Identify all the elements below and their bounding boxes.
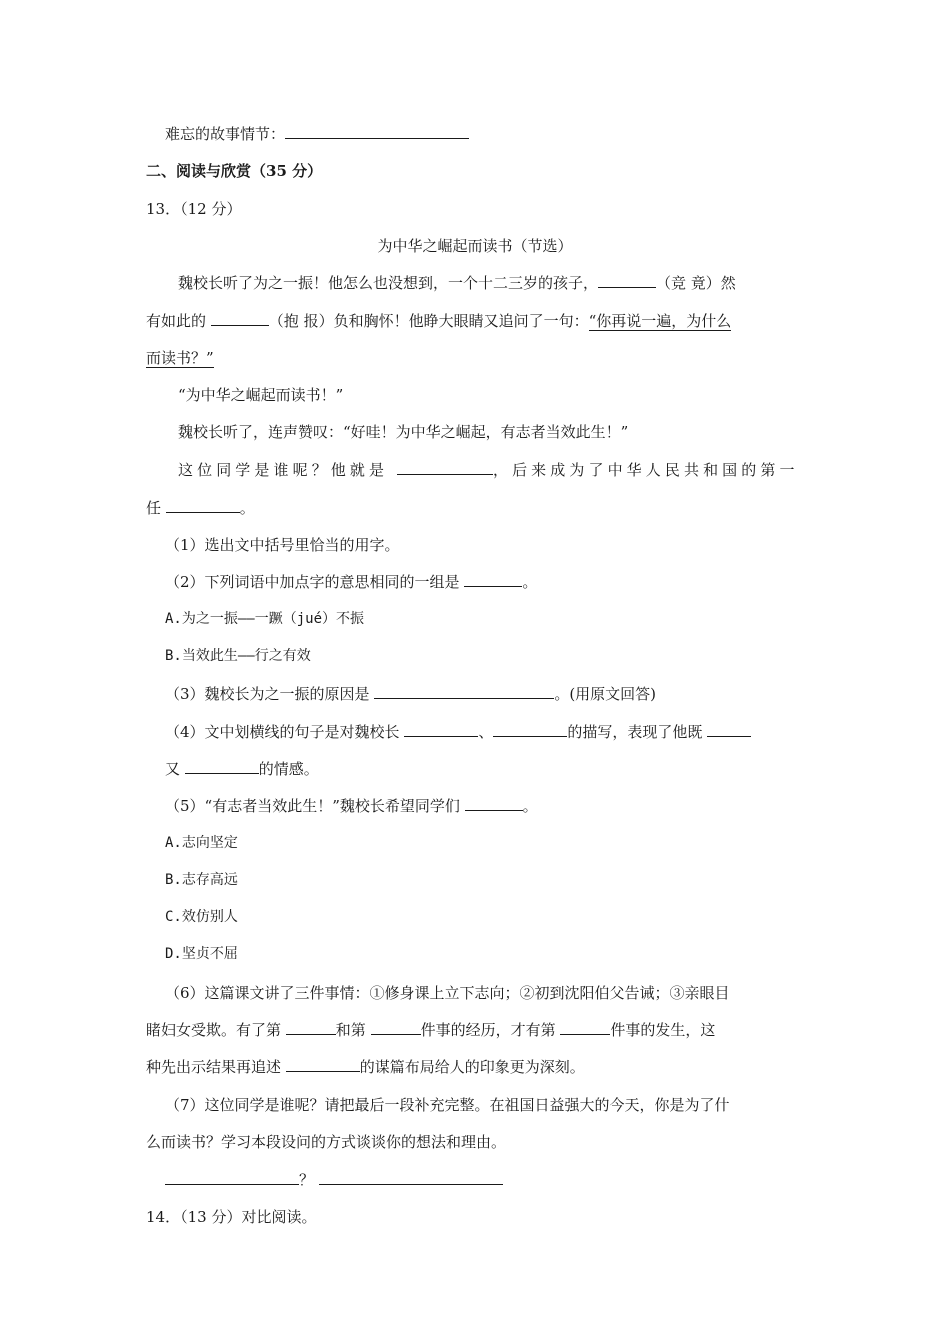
passage-paragraph-1-line-3	[146, 348, 214, 368]
sub-question-7-line-2: 么而读书？学习本段设问的方式谈谈你的想法和理由。	[146, 1133, 507, 1151]
sub-question-5-option-a: A.志向坚定	[165, 835, 238, 851]
sub-question-6-line-3: 种先出示结果再追述 的谋篇布局给人的印象更为深刻。	[146, 1058, 585, 1076]
answer-blank[interactable]	[185, 759, 259, 774]
answer-blank[interactable]	[707, 722, 751, 737]
sub-question-6-line-2: 睹妇女受欺。有了第 和第 件事的经历，才有第 件事的发生，这	[146, 1021, 716, 1039]
passage-paragraph-3: 魏校长听了，连声赞叹：“好哇！为中华之崛起，有志者当效此生！”	[178, 423, 629, 441]
sub-question-7-answer-line: ？	[165, 1170, 503, 1190]
intro-line	[165, 124, 469, 144]
answer-blank[interactable]	[319, 1170, 503, 1185]
passage-paragraph-1-line-1: 魏校长听了为之一振！他怎么也没想到，一个十二三岁的孩子， （竞 竟）然	[178, 274, 736, 292]
passage-paragraph-2: “为中华之崛起而读书！”	[178, 386, 344, 404]
underlined-sentence: “你再说一遍，为什么	[588, 312, 732, 330]
answer-blank[interactable]	[371, 1020, 421, 1035]
sub-question-1: （1）选出文中括号里恰当的用字。	[165, 536, 400, 554]
sub-question-5: （5）“有志者当效此生！”魏校长希望同学们 。	[165, 797, 538, 815]
answer-blank[interactable]	[165, 1170, 299, 1185]
underlined-sentence: 而读书？”	[146, 349, 214, 367]
sub-question-4-line-2: 又 的情感。	[165, 760, 319, 778]
intro-line-label: 难忘的故事情节：	[165, 125, 286, 143]
sub-question-3: （3）魏校长为之一振的原因是 。(用原文回答)	[165, 685, 657, 703]
answer-blank[interactable]	[560, 1020, 610, 1035]
sub-question-7-line-1: （7）这位同学是谁呢？请把最后一段补充完整。在祖国日益强大的今天，你是为了什	[165, 1096, 730, 1114]
passage-paragraph-4-line-2: 任 。	[146, 499, 255, 517]
section-heading: 二、阅读与欣赏（35 分）	[146, 162, 323, 180]
sub-question-4-line-1: （4）文中划横线的句子是对魏校长 、 的描写，表现了他既	[165, 722, 751, 742]
sub-question-5-option-b: B.志存高远	[165, 872, 238, 888]
sub-question-5-option-c: C.效仿别人	[165, 909, 238, 925]
sub-question-2: （2）下列词语中加点字的意思相同的一组是 。	[165, 573, 538, 591]
passage-paragraph-1-line-2: 有如此的 （抱 报）负和胸怀！他睁大眼睛又追问了一句：“你再说一遍，为什么	[146, 312, 732, 330]
answer-blank[interactable]	[404, 722, 478, 737]
answer-blank[interactable]	[285, 124, 469, 139]
passage-paragraph-4-line-1: 这位同学是谁呢？他就是 ，后来成为了中华人民共和国的第一	[178, 461, 799, 479]
answer-blank[interactable]	[374, 684, 554, 699]
answer-blank[interactable]	[286, 1057, 360, 1072]
answer-blank[interactable]	[493, 722, 567, 737]
passage-title: 为中华之崛起而读书（节选）	[377, 237, 573, 255]
question-14-header: 14．（13 分）对比阅读。	[146, 1208, 317, 1226]
sub-question-6-line-1: （6）这篇课文讲了三件事情：①修身课上立下志向；②初到沈阳伯父告诫；③亲眼目	[165, 984, 730, 1002]
answer-blank[interactable]	[211, 311, 269, 326]
sub-question-2-option-a: A.为之一振——一蹶（jué）不振	[165, 611, 365, 627]
answer-blank[interactable]	[598, 273, 656, 288]
answer-blank[interactable]	[166, 498, 240, 513]
answer-blank[interactable]	[286, 1020, 336, 1035]
question-13-header: 13．（12 分）	[146, 200, 242, 218]
answer-blank[interactable]	[464, 572, 522, 587]
answer-blank[interactable]	[397, 460, 493, 475]
sub-question-2-option-b: B.当效此生——行之有效	[165, 648, 311, 664]
answer-blank[interactable]	[465, 796, 523, 811]
sub-question-5-option-d: D.坚贞不屈	[165, 946, 238, 962]
